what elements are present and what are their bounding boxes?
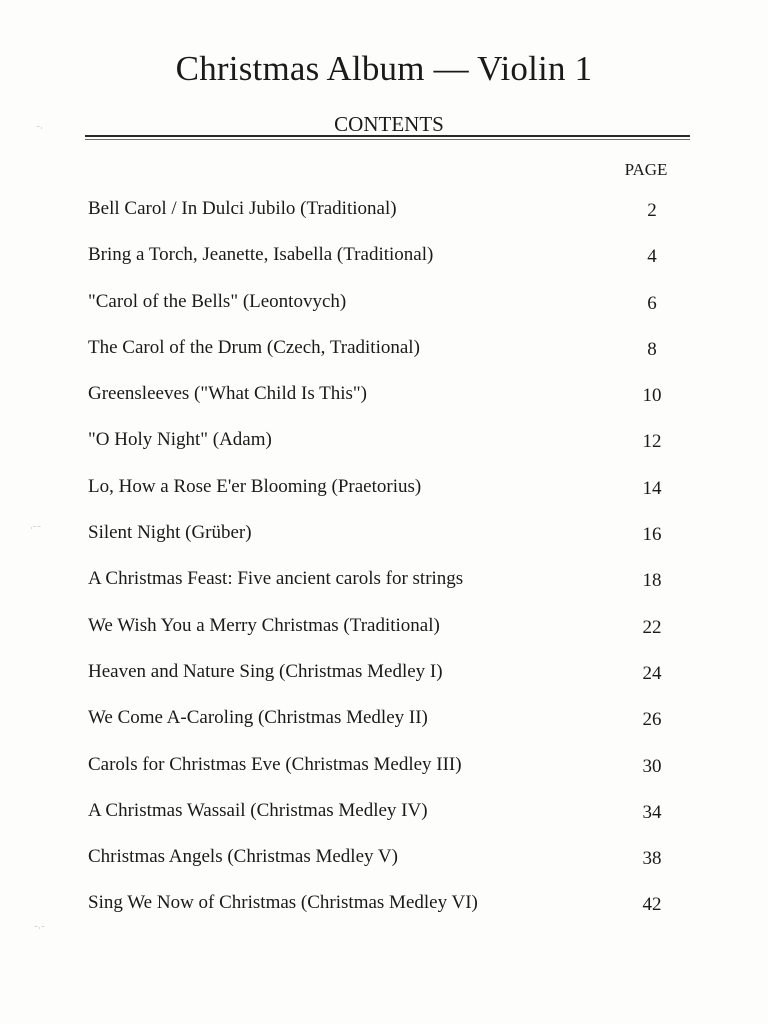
page-title: Christmas Album — Violin 1 <box>175 49 593 88</box>
scan-speck: ·⁻⁻ <box>30 524 42 533</box>
toc-entry <box>0 798 768 844</box>
scan-speck: ⁻· <box>36 124 43 133</box>
toc-entry-title: Carols for Christmas Eve (Christmas Medley III) <box>88 753 462 775</box>
toc-entry <box>0 242 768 288</box>
toc-entry-page: 2 <box>647 200 657 221</box>
page-column-heading: PAGE <box>624 160 668 179</box>
toc-entry-title: A Christmas Feast: Five ancient carols for strings <box>88 568 464 590</box>
toc-entry-page: 18 <box>642 570 662 592</box>
toc-entry <box>0 335 768 381</box>
toc-entry-page: 14 <box>642 477 662 499</box>
toc-entry-title: Bell Carol / In Dulci Jubilo (Traditional) <box>88 198 397 219</box>
toc-entry-page: 6 <box>647 292 657 314</box>
toc-entry <box>0 752 768 798</box>
toc-entry-page: 24 <box>642 662 662 684</box>
toc-entry <box>0 427 768 473</box>
toc-entry-title: Silent Night (Grüber) <box>88 522 252 544</box>
toc-entry-title: The Carol of the Drum (Czech, Traditional) <box>88 336 420 358</box>
contents-heading: CONTENTS <box>334 112 444 136</box>
toc-entry-title: We Come A-Caroling (Christmas Medley II) <box>88 707 428 729</box>
toc-entry-page: 30 <box>642 755 662 777</box>
toc-entry <box>0 613 768 659</box>
toc-entry-page: 8 <box>647 338 657 360</box>
toc-entry-page: 12 <box>642 431 662 453</box>
toc-entry-page: 16 <box>642 524 662 546</box>
toc-entry-page: 42 <box>642 894 662 916</box>
toc-entry-title: Bring a Torch, Jeanette, Isabella (Traditional) <box>88 244 434 266</box>
toc-entry <box>0 520 768 566</box>
toc-entry-title: Greensleeves ("What Child Is This") <box>88 383 367 405</box>
toc-entry-title: Lo, How a Rose E'er Blooming (Praetorius) <box>88 475 422 497</box>
toc-entry <box>0 289 768 335</box>
toc-entry-page: 10 <box>642 385 662 407</box>
toc-entry <box>0 196 768 242</box>
toc-entry-title: We Wish You a Merry Christmas (Traditional) <box>88 614 440 636</box>
toc-entry-page: 22 <box>642 616 662 638</box>
toc-entry-page: 26 <box>642 709 662 731</box>
toc-entry-title: A Christmas Wassail (Christmas Medley IV) <box>88 799 428 821</box>
toc-entry-title: Sing We Now of Christmas (Christmas Medley VI) <box>88 892 478 914</box>
heading-divider-secondary <box>85 139 690 140</box>
toc-entry-title: Heaven and Nature Sing (Christmas Medley I) <box>88 660 443 682</box>
toc-entry-title: "O Holy Night" (Adam) <box>88 429 272 451</box>
heading-divider <box>85 135 690 137</box>
toc-entry-page: 34 <box>642 801 662 823</box>
toc-entry <box>0 844 768 890</box>
toc-entry <box>0 566 768 612</box>
toc-entry <box>0 659 768 705</box>
toc-entry-title: Christmas Angels (Christmas Medley V) <box>88 846 398 868</box>
toc-entry <box>0 890 768 936</box>
toc-entry-title: "Carol of the Bells" (Leontovych) <box>88 290 347 312</box>
scan-speck: ⁻·⁻ <box>34 924 46 933</box>
toc-entry-page: 38 <box>642 848 662 870</box>
toc-entry <box>0 474 768 520</box>
toc-entry <box>0 381 768 427</box>
toc-entry <box>0 705 768 751</box>
table-of-contents <box>0 196 768 937</box>
toc-entry-page: 4 <box>647 246 657 268</box>
